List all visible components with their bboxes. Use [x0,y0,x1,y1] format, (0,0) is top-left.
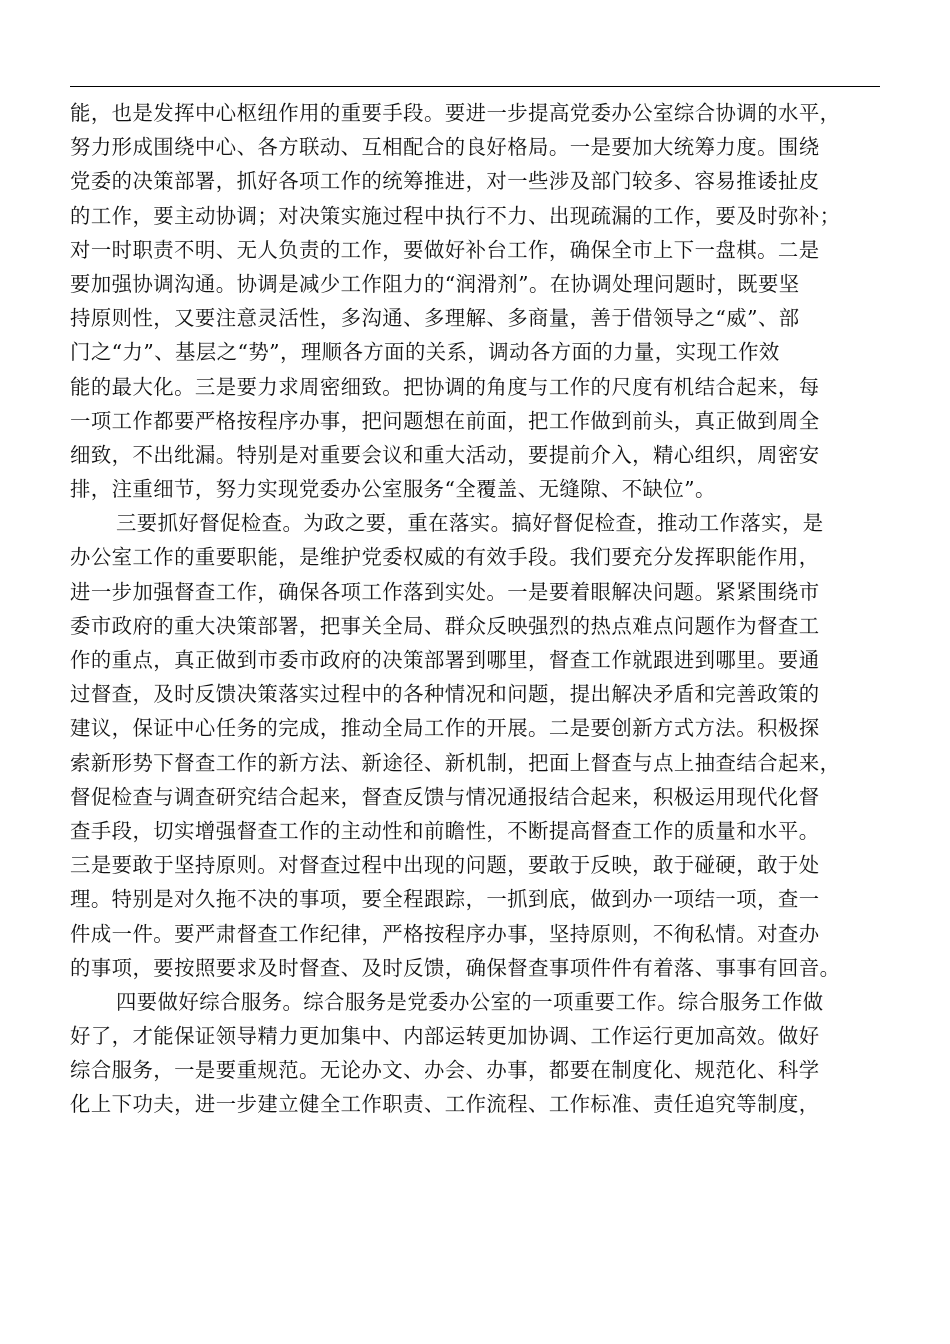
document-body [70,96,890,1122]
text-line: 能的最大化。三是要力求周密细致。把协调的角度与工作的尺度有机结合起来，每 [70,374,820,399]
text-line: 持原则性，又要注意灵活性，多沟通、多理解、多商量，善于借领导之“威”、部 [70,306,800,331]
text-line: 三是要敢于坚持原则。对督查过程中出现的问题，要敢于反映，敢于碰硬，敢于处 [70,853,820,878]
text-line: 要加强协调沟通。协调是减少工作阻力的“润滑剂”。在协调处理问题时，既要坚 [70,271,800,296]
text-line: 好了，才能保证领导精力更加集中、内部运转更加协调、工作运行更加高效。做好 [70,1024,820,1049]
text-line: 的事项，要按照要求及时督查、及时反馈，确保督查事项件件有着落、事事有回音。 [70,955,841,980]
text-line: 建议，保证中心任务的完成，推动全局工作的开展。二是要创新方式方法。积极探 [70,716,820,741]
text-line: 对一时职责不明、无人负责的工作，要做好补台工作，确保全市上下一盘棋。二是 [70,237,820,262]
text-line: 件成一件。要严肃督查工作纪律，严格按程序办事，坚持原则，不徇私情。对查办 [70,921,820,946]
text-line: 督促检查与调查研究结合起来，督查反馈与情况通报结合起来，积极运用现代化督 [70,784,820,809]
text-line: 查手段，切实增强督查工作的主动性和前瞻性，不断提高督查工作的质量和水平。 [70,818,820,843]
text-line: 门之“力”、基层之“势”，理顺各方面的关系，调动各方面的力量，实现工作效 [70,340,780,365]
text-line: 理。特别是对久拖不决的事项，要全程跟踪，一抓到底，做到办一项结一项，查一 [70,887,820,912]
text-line: 党委的决策部署，抓好各项工作的统筹推进，对一些涉及部门较多、容易推诿扯皮 [70,169,820,194]
text-line: 排，注重细节，努力实现党委办公室服务“全覆盖、无缝隙、不缺位”。 [70,477,716,502]
text-line: 进一步加强督查工作，确保各项工作落到实处。一是要着眼解决问题。紧紧围绕市 [70,579,820,604]
text-line: 细致，不出纰漏。特别是对重要会议和重大活动，要提前介入，精心组织，周密安 [70,442,820,467]
paragraph-first-line: 四要做好综合服务。综合服务是党委办公室的一项重要工作。综合服务工作做 [116,989,824,1014]
text-line: 化上下功夫，进一步建立健全工作职责、工作流程、工作标准、责任追究等制度， [70,1092,820,1117]
text-line: 的工作，要主动协调；对决策实施过程中执行不力、出现疏漏的工作，要及时弥补； [70,203,841,228]
text-line: 过督查，及时反馈决策落实过程中的各种情况和问题，提出解决矛盾和完善政策的 [70,682,820,707]
text-line: 委市政府的重大决策部署，把事关全局、群众反映强烈的热点难点问题作为督查工 [70,613,820,638]
text-line: 办公室工作的重要职能，是维护党委权威的有效手段。我们要充分发挥职能作用， [70,545,820,570]
text-line: 作的重点，真正做到市委市政府的决策部署到哪里，督查工作就跟进到哪里。要通 [70,648,820,672]
text-line: 努力形成围绕中心、各方联动、互相配合的良好格局。一是要加大统筹力度。围绕 [70,135,820,160]
text-line: 一项工作都要严格按程序办事，把问题想在前面，把工作做到前头，真正做到周全 [70,408,820,433]
header-rule [70,86,880,87]
text-line: 能，也是发挥中心枢纽作用的重要手段。要进一步提高党委办公室综合协调的水平， [70,101,841,125]
text-line: 索新形势下督查工作的新方法、新途径、新机制，把面上督查与点上抽查结合起来， [70,750,841,775]
text-line: 综合服务，一是要重规范。无论办文、办会、办事，都要在制度化、规范化、科学 [70,1058,820,1083]
paragraph-first-line: 三要抓好督促检查。为政之要，重在落实。搞好督促检查，推动工作落实，是 [116,511,824,536]
